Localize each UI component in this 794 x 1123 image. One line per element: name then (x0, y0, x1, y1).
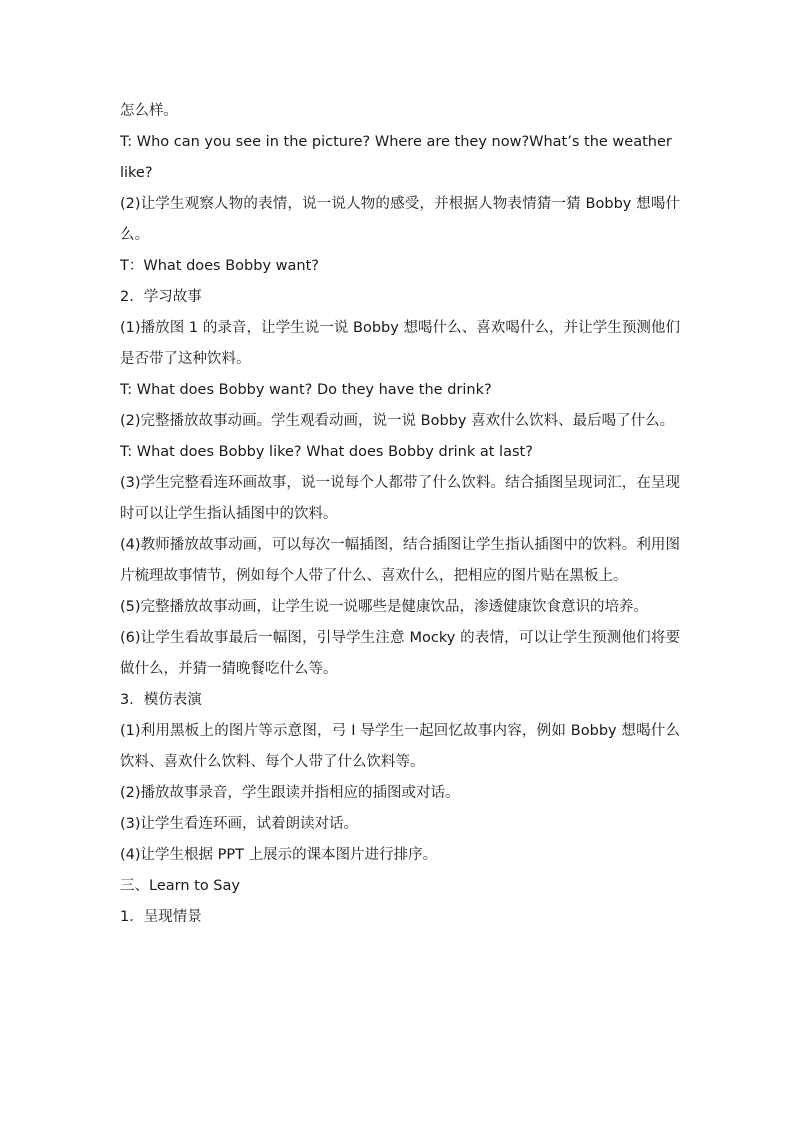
paragraph: (5)完整播放故事动画，让学生说一说哪些是健康饮品，渗透健康饮食意识的培养。 (120, 599, 649, 615)
paragraph: (3)学生完整看连环画故事，说一说每个人都带了什么饮料。结合插图呈现词汇，在呈现时可以让学生指认插图中的饮料。 (120, 475, 680, 522)
paragraph: (2)让学生观察人物的表情，说一说人物的感受，并根据人物表情猜一猜 Bobby 想喝什么。 (120, 196, 680, 243)
paragraph: (3)让学生看连环画，试着朗读对话。 (120, 816, 359, 832)
section-heading: 3．模仿表演 (120, 692, 202, 708)
teacher-question: T: What does Bobby want? Do they have the drink? (120, 382, 492, 398)
paragraph: (4)教师播放故事动画，可以每次一幅插图，结合插图让学生指认插图中的饮料。利用图片梳理故事情节，例如每个人带了什么、喜欢什么，把相应的图片贴在黑板上。 (120, 537, 680, 584)
section-heading: 2．学习故事 (120, 289, 202, 305)
paragraph: (1)利用黑板上的图片等示意图，弓 I 导学生一起回忆故事内容，例如 Bobby 想喝什么饮料、喜欢什么饮料、每个人带了什么饮料等。 (120, 723, 680, 770)
paragraph: (6)让学生看故事最后一幅图，引导学生注意 Mocky 的表情，可以让学生预测他们将要做什么，并猜一猜晚餐吃什么等。 (120, 630, 680, 677)
paragraph: (4)让学生根据 PPT 上展示的课本图片进行排序。 (120, 847, 438, 863)
teacher-question: T：What does Bobby want? (120, 258, 319, 274)
paragraph: (2)播放故事录音，学生跟读并指相应的插图或对话。 (120, 785, 460, 801)
section-heading: 1．呈现情景 (120, 909, 202, 925)
document-body (120, 96, 680, 933)
paragraph: (2)完整播放故事动画。学生观看动画，说一说 Bobby 喜欢什么饮料、最后喝了什么。 (120, 413, 675, 429)
teacher-question: T: What does Bobby like? What does Bobby drink at last? (120, 444, 533, 460)
paragraph: (1)播放图 1 的录音，让学生说一说 Bobby 想喝什么、喜欢喝什么，并让学生预测他们是否带了这种饮料。 (120, 320, 680, 367)
paragraph: 怎么样。 (120, 103, 178, 119)
teacher-question: T: Who can you see in the picture? Where are they now?What’s the weather like? (120, 134, 672, 181)
section-heading: 三、Learn to Say (120, 878, 240, 894)
